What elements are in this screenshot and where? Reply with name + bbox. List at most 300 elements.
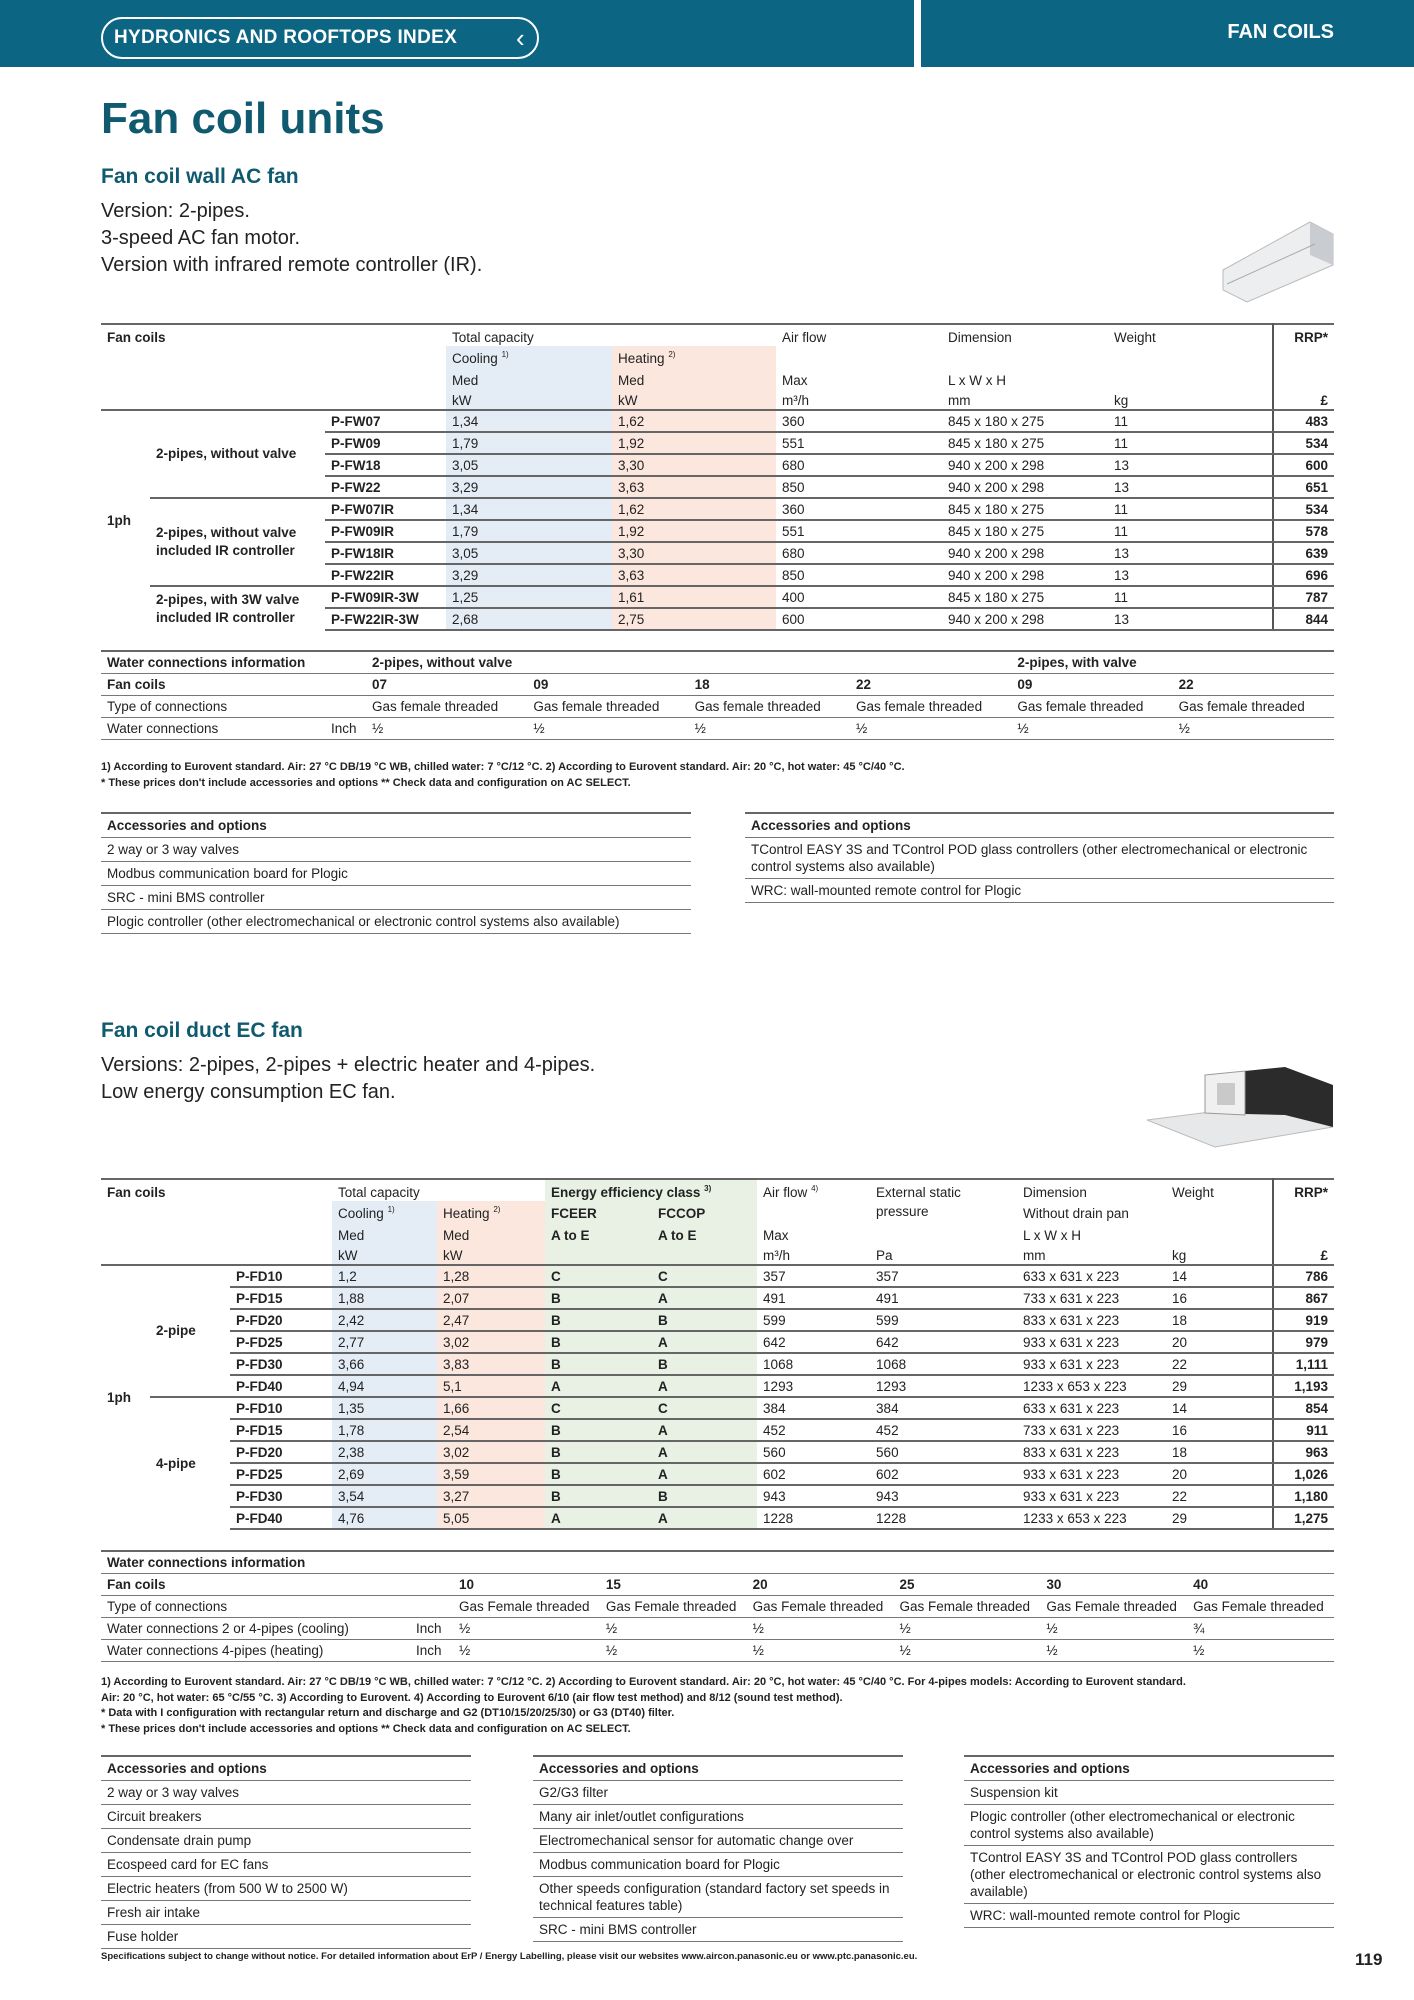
value-cell: 1,34 xyxy=(446,410,612,432)
water-cell: ½ xyxy=(1173,717,1334,739)
water-cell: Gas female threaded xyxy=(1173,695,1334,717)
value-cell: 452 xyxy=(870,1419,1017,1441)
value-cell: 1293 xyxy=(870,1375,1017,1397)
accessory-item: G2/G3 filter xyxy=(533,1781,903,1805)
phase-label: 1ph xyxy=(107,1390,132,1405)
unit-kw: kW xyxy=(446,389,612,411)
value-cell: 599 xyxy=(870,1309,1017,1331)
water-row xyxy=(101,1573,1334,1595)
value-cell: 360 xyxy=(776,410,942,432)
duct-water-table xyxy=(101,1550,1334,1662)
value-cell: 357 xyxy=(757,1265,870,1287)
water-cell: 18 xyxy=(689,673,850,695)
unit-label: Inch xyxy=(410,1639,453,1661)
unit-m3h: m³/h xyxy=(757,1244,870,1266)
value-cell: 452 xyxy=(757,1419,870,1441)
value-cell: 11 xyxy=(1108,432,1273,454)
accessories-title: Accessories and options xyxy=(101,1757,471,1781)
value-cell: 1068 xyxy=(757,1353,870,1375)
value-cell: 3,83 xyxy=(437,1353,545,1375)
value-cell: A xyxy=(545,1507,652,1529)
value-cell: 3,29 xyxy=(446,476,612,498)
water-cell: ½ xyxy=(527,717,688,739)
value-cell: 850 xyxy=(776,564,942,586)
value-cell: 1228 xyxy=(870,1507,1017,1529)
accessory-item: Modbus communication board for Plogic xyxy=(533,1853,903,1877)
value-cell: 3,27 xyxy=(437,1485,545,1507)
accessory-item: 2 way or 3 way valves xyxy=(101,838,691,862)
value-cell: 602 xyxy=(870,1463,1017,1485)
value-cell: 933 x 631 x 223 xyxy=(1017,1485,1166,1507)
accessory-item: SRC - mini BMS controller xyxy=(101,886,691,910)
value-cell: 2,68 xyxy=(446,608,612,630)
value-cell: 1,61 xyxy=(612,586,776,608)
value-cell: 642 xyxy=(870,1331,1017,1353)
value-cell: 1,25 xyxy=(446,586,612,608)
footnote: * These prices don't include accessories and options ** Check data and configuration on AC SELECT. xyxy=(101,1722,631,1735)
value-cell: B xyxy=(545,1331,652,1353)
unit-kw: kW xyxy=(332,1244,437,1266)
accessory-item: Plogic controller (other electromechanical or electronic control systems also available) xyxy=(101,910,691,934)
accessories-title: Accessories and options xyxy=(745,814,1334,838)
wall-unit-image xyxy=(1215,210,1335,305)
table-row xyxy=(101,498,1334,520)
water-title: Water connections information xyxy=(101,651,366,673)
value-cell: 1233 x 653 x 223 xyxy=(1017,1507,1166,1529)
value-cell: 2,07 xyxy=(437,1287,545,1309)
value-cell: 963 xyxy=(1273,1441,1334,1463)
water-cell: ½ xyxy=(893,1639,1040,1661)
value-cell: 1,92 xyxy=(612,520,776,542)
value-cell: A xyxy=(652,1441,757,1463)
value-cell: 1,180 xyxy=(1273,1485,1334,1507)
value-cell: 2,47 xyxy=(437,1309,545,1331)
value-cell: 1,79 xyxy=(446,520,612,542)
value-cell: 1,92 xyxy=(612,432,776,454)
col-energy-class: Energy efficiency class $^{3)}$ xyxy=(545,1179,757,1201)
value-cell: 940 x 200 x 298 xyxy=(942,454,1108,476)
water-cell: ½ xyxy=(747,1639,894,1661)
unit-pa: Pa xyxy=(870,1244,1017,1266)
water-row-label: Water connections 4-pipes (heating) xyxy=(101,1639,410,1661)
accessory-item: TControl EASY 3S and TControl POD glass controllers (other electromechanical or electronic control systems also available) xyxy=(964,1846,1334,1904)
accessory-item: SRC - mini BMS controller xyxy=(533,1918,903,1942)
wall-description xyxy=(101,198,482,279)
hydronics-index-button[interactable] xyxy=(101,17,539,59)
water-cell: 09 xyxy=(1011,673,1172,695)
water-row-label: Water connections xyxy=(101,717,325,739)
value-cell: 844 xyxy=(1273,608,1334,630)
value-cell: 651 xyxy=(1273,476,1334,498)
model-cell: P-FD25 xyxy=(230,1463,332,1485)
header-bar xyxy=(0,0,914,67)
unit-mm: mm xyxy=(942,389,1108,411)
table-row xyxy=(101,1419,1334,1441)
duct-section-title: Fan coil duct EC fan xyxy=(101,1019,303,1042)
wall-accessories-left xyxy=(101,812,691,934)
desc-line: Version: 2-pipes. xyxy=(101,200,250,222)
value-cell: 1,88 xyxy=(332,1287,437,1309)
model-cell: P-FD10 xyxy=(230,1397,332,1419)
col-total-capacity: Total capacity xyxy=(452,329,534,345)
water-cell: ½ xyxy=(600,1617,747,1639)
value-cell: 600 xyxy=(1273,454,1334,476)
desc-line: Versions: 2-pipes, 2-pipes + electric heater and 4-pipes. xyxy=(101,1054,596,1076)
model-cell: P-FW07 xyxy=(325,410,446,432)
value-cell: 1,111 xyxy=(1273,1353,1334,1375)
footnote: 1) According to Eurovent standard. Air: 27 °C DB/19 °C WB, chilled water: 7 °C/12 °C. 2) According to Eurovent standard. Air: 20 °C, hot water: 45 °C/40 °C. xyxy=(101,761,905,773)
accessory-item: Ecospeed card for EC fans xyxy=(101,1853,471,1877)
unit-currency: £ xyxy=(1273,389,1334,411)
value-cell: 3,63 xyxy=(612,564,776,586)
table-row xyxy=(101,1463,1334,1485)
value-cell: 833 x 631 x 223 xyxy=(1017,1309,1166,1331)
col-fan-coils: Fan coils xyxy=(107,329,166,345)
water-row-label: Fan coils xyxy=(101,673,366,695)
value-cell: 13 xyxy=(1108,608,1273,630)
heating-med: Med xyxy=(612,367,776,389)
water-cell: ½ xyxy=(1011,717,1172,739)
accessory-item: TControl EASY 3S and TControl POD glass controllers (other electromechanical or electronic control systems also available) xyxy=(745,838,1334,879)
water-cell: Gas female threaded xyxy=(366,695,527,717)
col-rrp: RRP* xyxy=(1273,1179,1334,1201)
value-cell: 1068 xyxy=(870,1353,1017,1375)
water-cell: ½ xyxy=(747,1617,894,1639)
col-external-static-pressure: External static pressure xyxy=(876,1185,961,1219)
value-cell: 919 xyxy=(1273,1309,1334,1331)
model-cell: P-FW09IR-3W xyxy=(325,586,446,608)
water-cell: ½ xyxy=(1040,1617,1187,1639)
value-cell: B xyxy=(652,1309,757,1331)
water-cell: 10 xyxy=(453,1573,600,1595)
col-dimension: Dimension xyxy=(1023,1184,1087,1200)
accessory-item: Plogic controller (other electromechanical or electronic control systems also available) xyxy=(964,1805,1334,1846)
water-cell: 20 xyxy=(747,1573,894,1595)
value-cell: A xyxy=(545,1375,652,1397)
value-cell: B xyxy=(652,1485,757,1507)
water-cell: Gas female threaded xyxy=(527,695,688,717)
value-cell: 854 xyxy=(1273,1397,1334,1419)
table-row xyxy=(101,1507,1334,1529)
value-cell: 1,2 xyxy=(332,1265,437,1287)
value-cell: 787 xyxy=(1273,586,1334,608)
value-cell: 845 x 180 x 275 xyxy=(942,432,1108,454)
value-cell: 551 xyxy=(776,432,942,454)
dimension-lwh: L x W x H xyxy=(948,372,1007,388)
duct-accessories-3 xyxy=(964,1755,1334,1928)
water-row xyxy=(101,673,1334,695)
value-cell: 867 xyxy=(1273,1287,1334,1309)
water-cell: ½ xyxy=(453,1617,600,1639)
model-cell: P-FD25 xyxy=(230,1331,332,1353)
value-cell: 943 xyxy=(870,1485,1017,1507)
water-cell: 40 xyxy=(1187,1573,1334,1595)
model-cell: P-FD30 xyxy=(230,1485,332,1507)
value-cell: 845 x 180 x 275 xyxy=(942,586,1108,608)
value-cell: 1,34 xyxy=(446,498,612,520)
water-cell: 15 xyxy=(600,1573,747,1595)
col-fccop: FCCOP xyxy=(652,1201,757,1223)
value-cell: 1,28 xyxy=(437,1265,545,1287)
col-total-capacity: Total capacity xyxy=(338,1184,420,1200)
water-cell: Gas Female threaded xyxy=(453,1595,600,1617)
value-cell: 1,62 xyxy=(612,498,776,520)
value-cell: 1,35 xyxy=(332,1397,437,1419)
footnote: * These prices don't include accessories and options ** Check data and configuration on AC SELECT. xyxy=(101,776,631,789)
value-cell: 3,30 xyxy=(612,542,776,564)
model-cell: P-FD20 xyxy=(230,1441,332,1463)
airflow-max: Max xyxy=(763,1227,789,1243)
value-cell: 11 xyxy=(1108,520,1273,542)
value-cell: 491 xyxy=(757,1287,870,1309)
value-cell: 13 xyxy=(1108,564,1273,586)
accessory-item: Fresh air intake xyxy=(101,1901,471,1925)
col-fceer: FCEER xyxy=(545,1201,652,1223)
water-row-label: Water connections 2 or 4-pipes (cooling) xyxy=(101,1617,410,1639)
value-cell: 845 x 180 x 275 xyxy=(942,410,1108,432)
water-cell: Gas female threaded xyxy=(850,695,1011,717)
duct-spec-table xyxy=(101,1178,1334,1530)
value-cell: 11 xyxy=(1108,498,1273,520)
water-row xyxy=(101,1595,1334,1617)
value-cell: 786 xyxy=(1273,1265,1334,1287)
group-label: 2-pipe xyxy=(150,1265,230,1397)
table-row xyxy=(101,1485,1334,1507)
value-cell: 2,54 xyxy=(437,1419,545,1441)
col-dimension: Dimension xyxy=(948,329,1012,345)
value-cell: C xyxy=(545,1265,652,1287)
value-cell: 940 x 200 x 298 xyxy=(942,476,1108,498)
value-cell: 22 xyxy=(1166,1353,1273,1375)
wall-water-table xyxy=(101,650,1334,740)
value-cell: 2,75 xyxy=(612,608,776,630)
table-row xyxy=(101,1441,1334,1463)
col-heating: Heating $^{2)}$ xyxy=(612,346,776,368)
value-cell: 1,275 xyxy=(1273,1507,1334,1529)
value-cell: 3,02 xyxy=(437,1441,545,1463)
value-cell: A xyxy=(652,1287,757,1309)
unit-kg: kg xyxy=(1166,1244,1273,1266)
water-group-a: 2-pipes, without valve xyxy=(366,651,1011,673)
water-cell: ¾ xyxy=(1187,1617,1334,1639)
value-cell: 29 xyxy=(1166,1375,1273,1397)
chevron-left-icon: ‹ xyxy=(516,23,525,53)
value-cell: 1228 xyxy=(757,1507,870,1529)
value-cell: B xyxy=(545,1419,652,1441)
value-cell: 3,29 xyxy=(446,564,612,586)
water-cell: ½ xyxy=(600,1639,747,1661)
value-cell: 1293 xyxy=(757,1375,870,1397)
model-cell: P-FD30 xyxy=(230,1353,332,1375)
value-cell: 13 xyxy=(1108,454,1273,476)
value-cell: 2,42 xyxy=(332,1309,437,1331)
water-title: Water connections information xyxy=(101,1551,1334,1573)
value-cell: 733 x 631 x 223 xyxy=(1017,1419,1166,1441)
water-cell: ½ xyxy=(366,717,527,739)
unit-kg: kg xyxy=(1108,389,1273,411)
value-cell: 639 xyxy=(1273,542,1334,564)
value-cell: 933 x 631 x 223 xyxy=(1017,1353,1166,1375)
value-cell: 733 x 631 x 223 xyxy=(1017,1287,1166,1309)
value-cell: 2,77 xyxy=(332,1331,437,1353)
value-cell: 633 x 631 x 223 xyxy=(1017,1397,1166,1419)
water-cell: ½ xyxy=(893,1617,1040,1639)
value-cell: 11 xyxy=(1108,586,1273,608)
wall-accessories-right xyxy=(745,812,1334,903)
value-cell: 1,026 xyxy=(1273,1463,1334,1485)
water-cell: 09 xyxy=(527,673,688,695)
value-cell: 850 xyxy=(776,476,942,498)
model-cell: P-FD40 xyxy=(230,1375,332,1397)
value-cell: 4,76 xyxy=(332,1507,437,1529)
value-cell: 14 xyxy=(1166,1397,1273,1419)
model-cell: P-FW07IR xyxy=(325,498,446,520)
model-cell: P-FW18IR xyxy=(325,542,446,564)
accessory-item: WRC: wall-mounted remote control for Plogic xyxy=(745,879,1334,903)
value-cell: 3,63 xyxy=(612,476,776,498)
col-rrp: RRP* xyxy=(1273,324,1334,346)
accessory-item: Electromechanical sensor for automatic change over xyxy=(533,1829,903,1853)
col-air-flow: Air flow xyxy=(782,329,827,345)
accessory-item: Suspension kit xyxy=(964,1781,1334,1805)
value-cell: 602 xyxy=(757,1463,870,1485)
water-cell: Gas female threaded xyxy=(689,695,850,717)
water-cell: Gas Female threaded xyxy=(600,1595,747,1617)
value-cell: 2,38 xyxy=(332,1441,437,1463)
value-cell: 16 xyxy=(1166,1419,1273,1441)
unit-label: Inch xyxy=(410,1617,453,1639)
fccop-range: A to E xyxy=(652,1222,757,1244)
water-cell: ½ xyxy=(689,717,850,739)
value-cell: 1,79 xyxy=(446,432,612,454)
duct-unit-image xyxy=(1145,1065,1335,1150)
value-cell: 3,30 xyxy=(612,454,776,476)
value-cell: B xyxy=(545,1309,652,1331)
value-cell: 642 xyxy=(757,1331,870,1353)
value-cell: 22 xyxy=(1166,1485,1273,1507)
value-cell: C xyxy=(545,1397,652,1419)
model-cell: P-FD15 xyxy=(230,1287,332,1309)
model-cell: P-FW09 xyxy=(325,432,446,454)
value-cell: 20 xyxy=(1166,1331,1273,1353)
accessory-item: Electric heaters (from 500 W to 2500 W) xyxy=(101,1877,471,1901)
value-cell: 979 xyxy=(1273,1331,1334,1353)
footnote: Air: 20 °C, hot water: 65 °C/55 °C. 3) According to Eurovent. 4) According to Eurovent 6/10 (air flow test method) and 8/12 (sound test method). xyxy=(101,1691,843,1704)
duct-footnotes xyxy=(101,1675,1341,1737)
water-row xyxy=(101,1617,1334,1639)
value-cell: 20 xyxy=(1166,1463,1273,1485)
table-row xyxy=(101,1309,1334,1331)
water-row-label: Type of connections xyxy=(101,695,366,717)
col-fan-coils: Fan coils xyxy=(107,1184,166,1200)
value-cell: 14 xyxy=(1166,1265,1273,1287)
table-row xyxy=(101,1375,1334,1397)
value-cell: 357 xyxy=(870,1265,1017,1287)
value-cell: A xyxy=(652,1419,757,1441)
water-row xyxy=(101,695,1334,717)
model-cell: P-FD40 xyxy=(230,1507,332,1529)
col-heating: Heating $^{2)}$ xyxy=(437,1201,545,1223)
value-cell: 13 xyxy=(1108,542,1273,564)
value-cell: 384 xyxy=(870,1397,1017,1419)
footnote: * Data with I configuration with rectangular return and discharge and G2 (DT10/15/20/25/30) or G3 (DT40) filter. xyxy=(101,1707,675,1719)
water-cell: Gas Female threaded xyxy=(893,1595,1040,1617)
group-label: 2-pipes, without valve included IR controller xyxy=(150,498,325,586)
value-cell: 1,193 xyxy=(1273,1375,1334,1397)
value-cell: 13 xyxy=(1108,476,1273,498)
table-row xyxy=(101,410,1334,432)
value-cell: 560 xyxy=(757,1441,870,1463)
wall-spec-table xyxy=(101,323,1334,631)
value-cell: 29 xyxy=(1166,1507,1273,1529)
value-cell: 400 xyxy=(776,586,942,608)
model-cell: P-FD20 xyxy=(230,1309,332,1331)
value-cell: 1,78 xyxy=(332,1419,437,1441)
value-cell: 1233 x 653 x 223 xyxy=(1017,1375,1166,1397)
group-label: 4-pipe xyxy=(156,1455,196,1471)
wall-section-title: Fan coil wall AC fan xyxy=(101,165,299,188)
water-cell: Gas Female threaded xyxy=(1187,1595,1334,1617)
accessory-item: WRC: wall-mounted remote control for Plogic xyxy=(964,1904,1334,1928)
value-cell: 933 x 631 x 223 xyxy=(1017,1463,1166,1485)
water-cell: Gas Female threaded xyxy=(1040,1595,1187,1617)
airflow-max: Max xyxy=(782,372,808,388)
value-cell: A xyxy=(652,1463,757,1485)
group-label: 2-pipes, with 3W valve included IR controller xyxy=(156,591,300,625)
value-cell: 16 xyxy=(1166,1287,1273,1309)
value-cell: 940 x 200 x 298 xyxy=(942,608,1108,630)
model-cell: P-FW22IR xyxy=(325,564,446,586)
water-cell: Gas female threaded xyxy=(1011,695,1172,717)
col-weight: Weight xyxy=(1172,1184,1214,1200)
value-cell: 578 xyxy=(1273,520,1334,542)
water-row xyxy=(101,1639,1334,1661)
value-cell: B xyxy=(545,1353,652,1375)
value-cell: 2,69 xyxy=(332,1463,437,1485)
water-cell: 07 xyxy=(366,673,527,695)
table-row xyxy=(101,586,1334,608)
value-cell: 940 x 200 x 298 xyxy=(942,564,1108,586)
water-cell: ½ xyxy=(850,717,1011,739)
unit-mm: mm xyxy=(1017,1244,1166,1266)
group-label: 2-pipes, without valve xyxy=(150,410,325,498)
value-cell: 1,66 xyxy=(437,1397,545,1419)
value-cell: 3,02 xyxy=(437,1331,545,1353)
value-cell: 845 x 180 x 275 xyxy=(942,520,1108,542)
cooling-med: Med xyxy=(332,1222,437,1244)
value-cell: 3,05 xyxy=(446,454,612,476)
cooling-med: Med xyxy=(446,367,612,389)
model-cell: P-FD15 xyxy=(230,1419,332,1441)
page-title: Fan coil units xyxy=(101,94,385,143)
table-row xyxy=(101,1397,1334,1419)
value-cell: 560 xyxy=(870,1441,1017,1463)
value-cell: 384 xyxy=(757,1397,870,1419)
accessory-item: Modbus communication board for Plogic xyxy=(101,862,691,886)
unit-currency: £ xyxy=(1273,1244,1334,1266)
water-cell: 30 xyxy=(1040,1573,1187,1595)
value-cell: 491 xyxy=(870,1287,1017,1309)
water-cell: ½ xyxy=(1187,1639,1334,1661)
value-cell: B xyxy=(545,1287,652,1309)
value-cell: 940 x 200 x 298 xyxy=(942,542,1108,564)
model-cell: P-FW18 xyxy=(325,454,446,476)
index-label: HYDRONICS AND ROOFTOPS INDEX xyxy=(114,27,458,48)
value-cell: 911 xyxy=(1273,1419,1334,1441)
desc-line: Low energy consumption EC fan. xyxy=(101,1081,396,1103)
accessory-item: Other speeds configuration (standard factory set speeds in technical features table) xyxy=(533,1877,903,1918)
model-cell: P-FD10 xyxy=(230,1265,332,1287)
